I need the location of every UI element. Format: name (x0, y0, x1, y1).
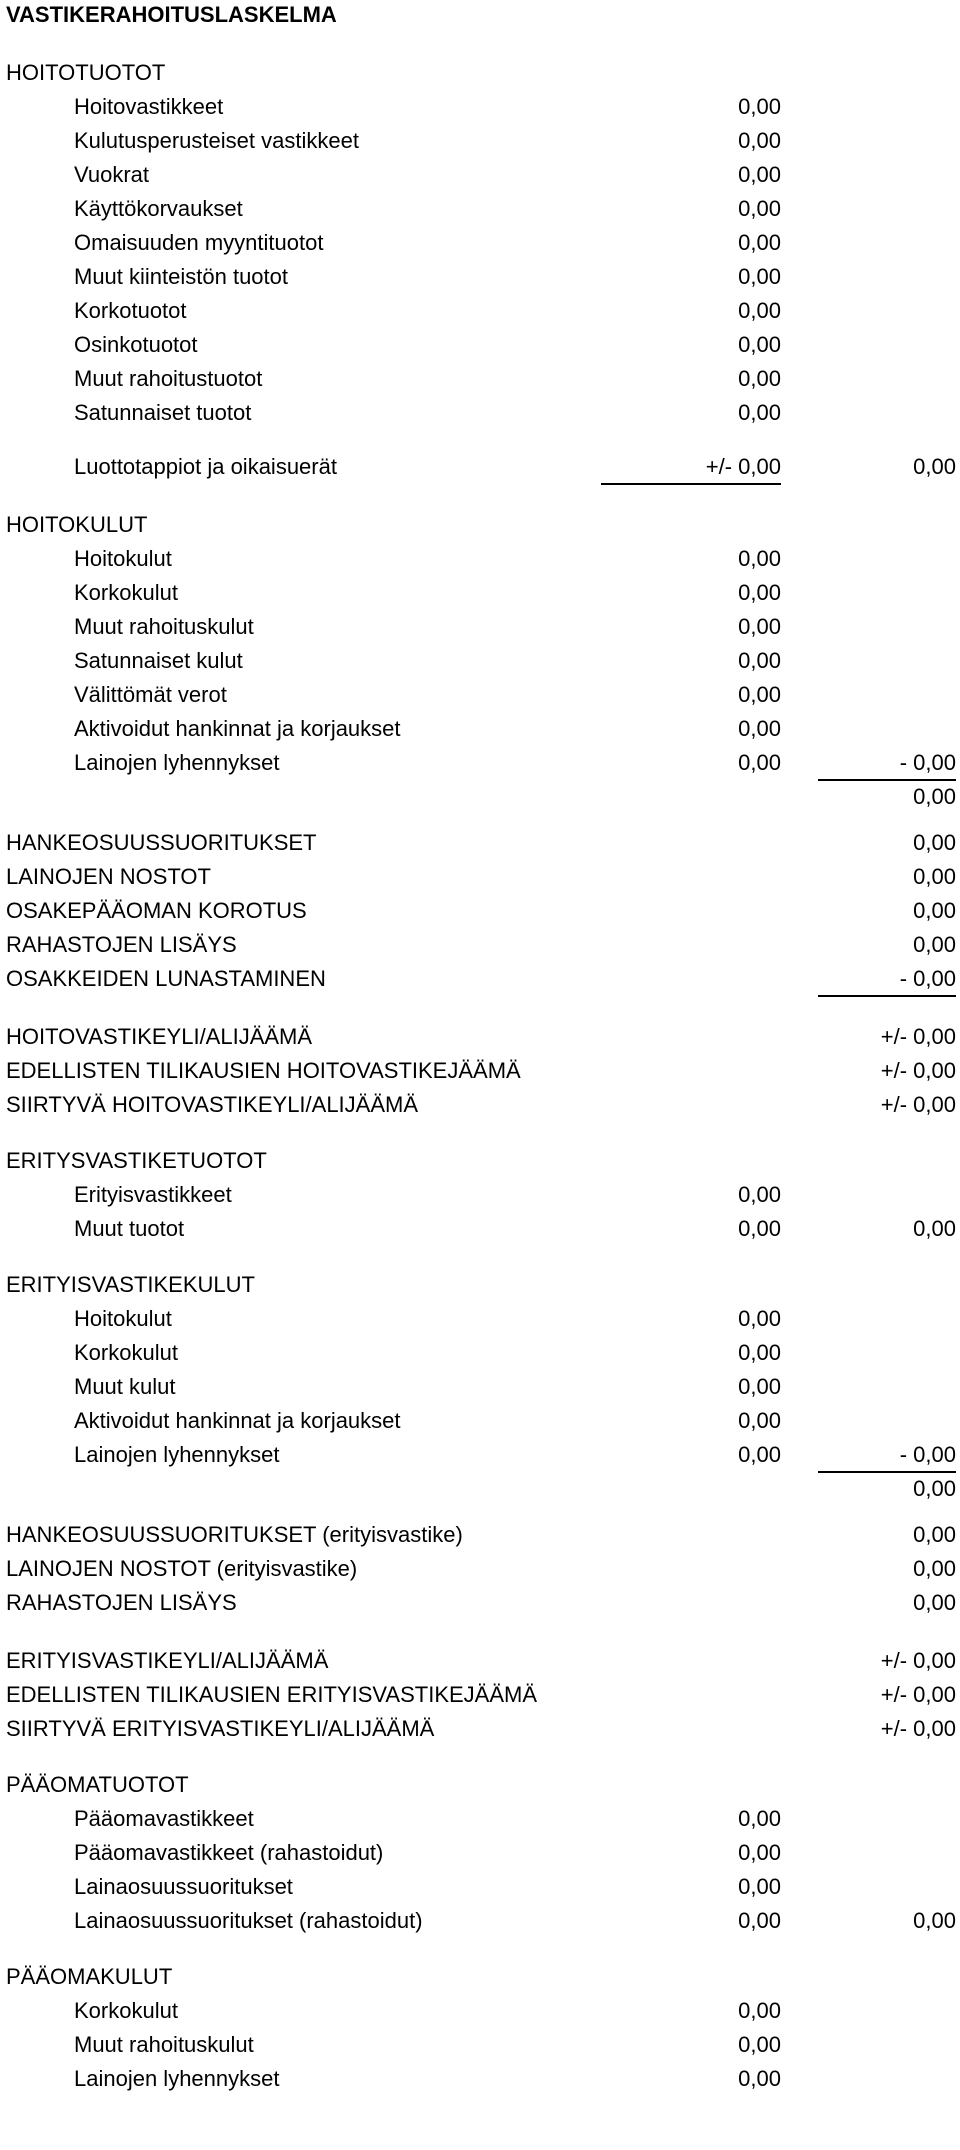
statement-row (0, 1770, 960, 1804)
total-amount: +/- 0,00 (880, 1092, 956, 1117)
line-item-label: Muut kulut (74, 1374, 176, 1399)
line-item-label: Kulutusperusteiset vastikkeet (74, 128, 359, 153)
total-amount: - 0,00 (899, 966, 956, 991)
statement-row (0, 828, 960, 862)
statement-row (0, 612, 960, 646)
statement-row (0, 1554, 960, 1588)
statement-row (0, 126, 960, 160)
section-heading: RAHASTOJEN LISÄYS (6, 932, 237, 957)
item-amount: 0,00 (738, 1182, 781, 1207)
statement-row (0, 296, 960, 330)
statement-row (0, 0, 960, 34)
statement-row (0, 964, 960, 998)
line-item-label: Korkokulut (74, 1998, 178, 2023)
line-item-label: Muut rahoituskulut (74, 2032, 254, 2057)
statement-row (0, 1406, 960, 1440)
section-heading: RAHASTOJEN LISÄYS (6, 1590, 237, 1615)
line-item-label: Aktivoidut hankinnat ja korjaukset (74, 1408, 401, 1433)
statement-row (0, 1996, 960, 2030)
statement-row (0, 1962, 960, 1996)
line-item-label: Muut rahoitustuotot (74, 366, 263, 391)
statement-row (0, 862, 960, 896)
statement-row (0, 930, 960, 964)
statement-row (0, 1838, 960, 1872)
statement-row (0, 452, 960, 486)
item-amount: 0,00 (738, 230, 781, 255)
total-amount: +/- 0,00 (880, 1682, 956, 1707)
statement-row (0, 1372, 960, 1406)
statement-row (0, 228, 960, 262)
total-amount: 0,00 (913, 1522, 956, 1547)
statement-row (0, 1714, 960, 1748)
statement-row (0, 1588, 960, 1622)
line-item-label: Hoitokulut (74, 546, 172, 571)
total-amount: 0,00 (913, 1908, 956, 1933)
section-heading: HOITOKULUT (6, 512, 148, 537)
line-item-label: Pääomavastikkeet (rahastoidut) (74, 1840, 384, 1865)
statement-row (0, 1146, 960, 1180)
statement-row (0, 1090, 960, 1124)
total-amount: 0,00 (913, 1556, 956, 1581)
statement-row (0, 1440, 960, 1474)
total-amount: +/- 0,00 (880, 1716, 956, 1741)
line-item-label: Omaisuuden myyntituotot (74, 230, 324, 255)
line-item-label: Vuokrat (74, 162, 150, 187)
statement-row (0, 1680, 960, 1714)
section-heading: SIIRTYVÄ ERITYISVASTIKEYLI/ALIJÄÄMÄ (6, 1716, 435, 1741)
statement-row (0, 510, 960, 544)
line-item-label: Muut tuotot (74, 1216, 185, 1241)
item-amount: 0,00 (738, 1340, 781, 1365)
line-item-label: Lainojen lyhennykset (74, 2066, 280, 2091)
total-amount: 0,00 (913, 1590, 956, 1615)
statement-row (0, 1906, 960, 1940)
statement-row (0, 748, 960, 782)
line-item-label: Pääomavastikkeet (74, 1806, 254, 1831)
line-item-label: Lainojen lyhennykset (74, 750, 280, 775)
statement-row (0, 1804, 960, 1838)
item-amount: 0,00 (738, 1216, 781, 1241)
section-heading: LAINOJEN NOSTOT (6, 864, 211, 889)
section-heading: SIIRTYVÄ HOITOVASTIKEYLI/ALIJÄÄMÄ (6, 1092, 419, 1117)
statement-row (0, 1520, 960, 1554)
section-heading: ERITYISVASTIKEKULUT (6, 1272, 255, 1297)
statement-row (0, 1214, 960, 1248)
section-heading: EDELLISTEN TILIKAUSIEN HOITOVASTIKEJÄÄMÄ (6, 1058, 521, 1083)
statement-row (0, 2030, 960, 2064)
line-item-label: Korkotuotot (74, 298, 187, 323)
section-heading: PÄÄOMATUOTOT (6, 1772, 189, 1797)
item-amount: 0,00 (738, 1442, 781, 1467)
item-amount: 0,00 (738, 162, 781, 187)
total-amount: +/- 0,00 (880, 1058, 956, 1083)
item-amount: 0,00 (738, 298, 781, 323)
line-item-label: Lainojen lyhennykset (74, 1442, 280, 1467)
section-heading: PÄÄOMAKULUT (6, 1964, 173, 1989)
line-item-label: Satunnaiset kulut (74, 648, 243, 673)
statement-row (0, 1056, 960, 1090)
item-amount: 0,00 (738, 1408, 781, 1433)
section-heading: HOITOVASTIKEYLI/ALIJÄÄMÄ (6, 1024, 313, 1049)
statement-row (0, 58, 960, 92)
total-amount: +/- 0,00 (880, 1648, 956, 1673)
line-item-label: Hoitokulut (74, 1306, 172, 1331)
total-amount: +/- 0,00 (880, 1024, 956, 1049)
item-amount: 0,00 (738, 1908, 781, 1933)
section-heading: HOITOTUOTOT (6, 60, 166, 85)
section-heading: LAINOJEN NOSTOT (erityisvastike) (6, 1556, 358, 1581)
item-amount: 0,00 (738, 400, 781, 425)
item-amount: +/- 0,00 (705, 454, 781, 479)
line-item-label: Muut rahoituskulut (74, 614, 254, 639)
statement-row (0, 1646, 960, 1680)
line-item-label: Muut kiinteistön tuotot (74, 264, 289, 289)
total-amount: 0,00 (913, 1216, 956, 1241)
line-item-label: Luottotappiot ja oikaisuerät (74, 454, 337, 479)
line-item-label: Korkokulut (74, 580, 178, 605)
item-amount: 0,00 (738, 682, 781, 707)
statement-row (0, 194, 960, 228)
total-amount: - 0,00 (899, 750, 956, 775)
section-heading: OSAKEPÄÄOMAN KOROTUS (6, 898, 307, 923)
line-item-label: Satunnaiset tuotot (74, 400, 252, 425)
statement-row (0, 1872, 960, 1906)
line-item-label: Lainaosuussuoritukset (74, 1874, 293, 1899)
statement-row (0, 578, 960, 612)
section-heading: EDELLISTEN TILIKAUSIEN ERITYISVASTIKEJÄÄMÄ (6, 1682, 538, 1707)
section-heading: OSAKKEIDEN LUNASTAMINEN (6, 966, 326, 991)
line-item-label: Hoitovastikkeet (74, 94, 224, 119)
statement-row (0, 1270, 960, 1304)
document-title: VASTIKERAHOITUSLASKELMA (6, 2, 337, 27)
item-amount: 0,00 (738, 94, 781, 119)
statement-row (0, 544, 960, 578)
item-amount: 0,00 (738, 1374, 781, 1399)
statement-row (0, 160, 960, 194)
item-amount: 0,00 (738, 2032, 781, 2057)
statement-row (0, 896, 960, 930)
line-item-label: Välittömät verot (74, 682, 227, 707)
line-item-label: Erityisvastikkeet (74, 1182, 232, 1207)
statement-row (0, 714, 960, 748)
item-amount: 0,00 (738, 750, 781, 775)
item-amount: 0,00 (738, 1806, 781, 1831)
item-amount: 0,00 (738, 716, 781, 741)
item-amount: 0,00 (738, 1840, 781, 1865)
item-amount: 0,00 (738, 614, 781, 639)
section-heading: HANKEOSUUSSUORITUKSET (6, 830, 317, 855)
item-amount: 0,00 (738, 648, 781, 673)
statement-row (0, 364, 960, 398)
total-amount: 0,00 (913, 784, 956, 809)
total-amount: 0,00 (913, 932, 956, 957)
item-amount: 0,00 (738, 264, 781, 289)
item-amount: 0,00 (738, 332, 781, 357)
statement-row (0, 330, 960, 364)
line-item-label: Käyttökorvaukset (74, 196, 243, 221)
line-item-label: Osinkotuotot (74, 332, 198, 357)
item-amount: 0,00 (738, 1874, 781, 1899)
item-amount: 0,00 (738, 366, 781, 391)
item-amount: 0,00 (738, 546, 781, 571)
item-amount: 0,00 (738, 1998, 781, 2023)
total-amount: 0,00 (913, 898, 956, 923)
section-heading: HANKEOSUUSSUORITUKSET (erityisvastike) (6, 1522, 463, 1547)
section-heading: ERITYSVASTIKETUOTOT (6, 1148, 267, 1173)
line-item-label: Aktivoidut hankinnat ja korjaukset (74, 716, 401, 741)
statement-row (0, 1022, 960, 1056)
statement-row (0, 262, 960, 296)
statement-row (0, 2064, 960, 2098)
item-amount: 0,00 (738, 580, 781, 605)
item-amount: 0,00 (738, 196, 781, 221)
line-item-label: Korkokulut (74, 1340, 178, 1365)
statement-row (0, 782, 960, 816)
item-amount: 0,00 (738, 128, 781, 153)
statement-row (0, 398, 960, 432)
total-amount: 0,00 (913, 830, 956, 855)
total-amount: 0,00 (913, 864, 956, 889)
line-item-label: Lainaosuussuoritukset (rahastoidut) (74, 1908, 423, 1933)
statement-row (0, 646, 960, 680)
section-heading: ERITYISVASTIKEYLI/ALIJÄÄMÄ (6, 1648, 329, 1673)
statement-row (0, 92, 960, 126)
statement-row (0, 1474, 960, 1508)
statement-row (0, 1304, 960, 1338)
total-amount: - 0,00 (899, 1442, 956, 1467)
item-amount: 0,00 (738, 2066, 781, 2091)
item-amount: 0,00 (738, 1306, 781, 1331)
statement-row (0, 1180, 960, 1214)
statement-row (0, 680, 960, 714)
total-amount: 0,00 (913, 454, 956, 479)
statement-row (0, 1338, 960, 1372)
total-amount: 0,00 (913, 1476, 956, 1501)
